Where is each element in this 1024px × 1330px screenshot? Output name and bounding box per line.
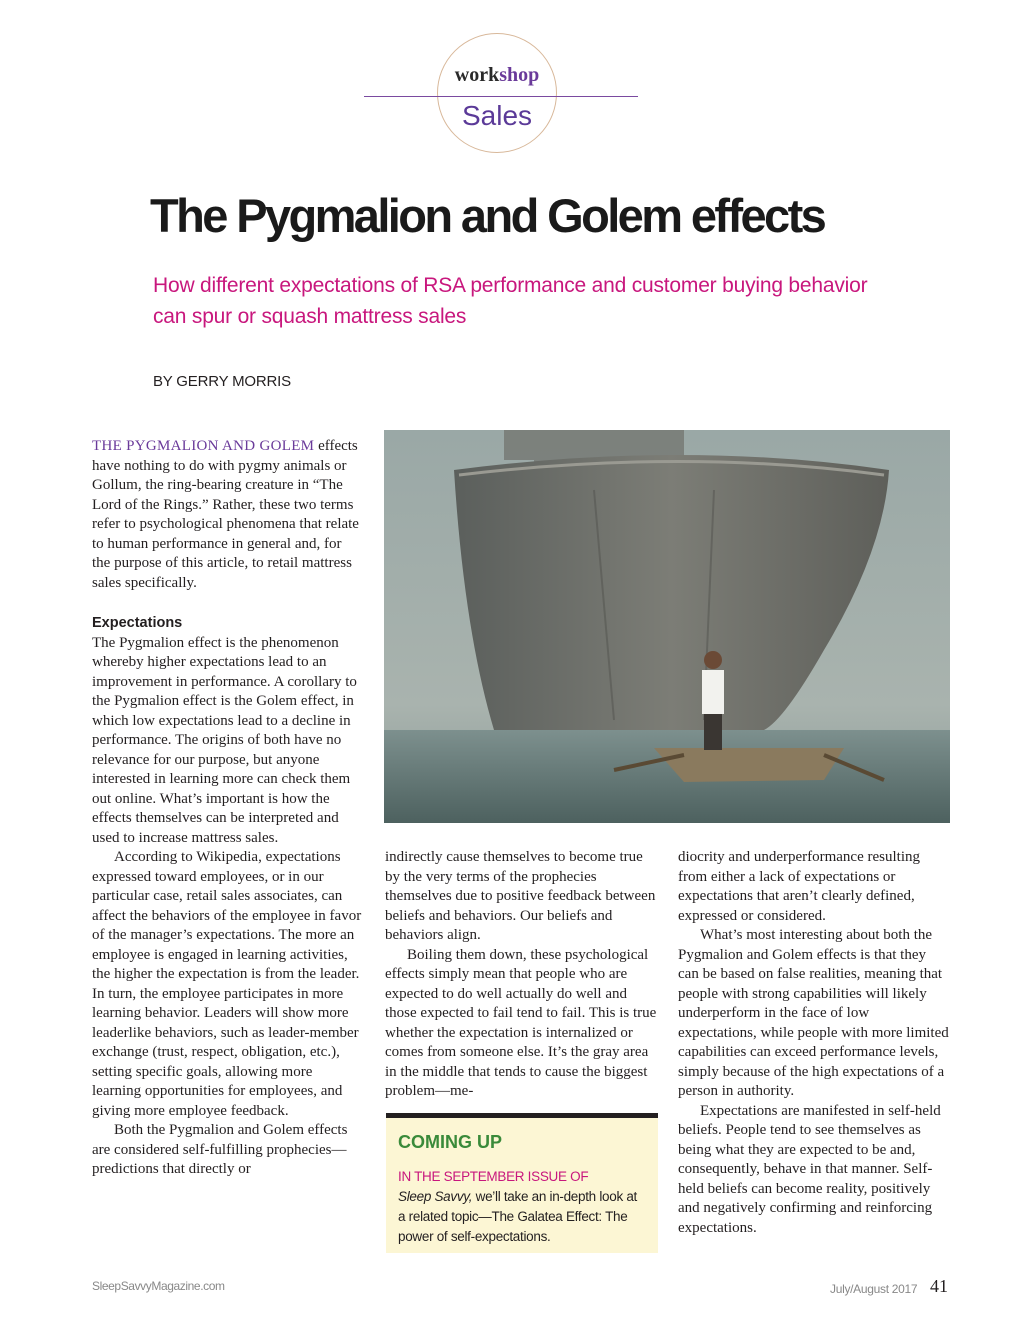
workshop-label-shop: shop: [499, 64, 540, 86]
footer-website: SleepSavvyMagazine.com: [92, 1279, 225, 1293]
intro-paragraph: [92, 437, 362, 593]
lead-in: THE PYGMALION AND GOLEM: [92, 438, 315, 454]
body-paragraph: indirectly cause themselves to become true by the very terms of the prophecies themselves due to positive feedback between beliefs and behaviors. Our beliefs and behaviors align.: [385, 849, 656, 943]
article-column-3: [678, 848, 950, 1238]
sidebar-text: we’ll take an in-depth look at a related topic—The Galatea Effect: The power of self-expectations.: [398, 1189, 638, 1244]
article-column-2: [385, 848, 657, 1102]
body-paragraph: diocrity and underperformance resulting from either a lack of expectations or expectations that aren’t clearly defined, expressed or considered.: [678, 849, 920, 924]
body-paragraph: Expectations are manifested in self-held beliefs. People tend to see themselves as being what they are expected to be and, consequently, behave in that manner. Self-held beliefs can become reality, positively and negatively confirming and reinforcing expectations.: [678, 1102, 941, 1236]
workshop-label-work: work: [454, 64, 500, 86]
sidebar-kicker: IN THE SEPTEMBER ISSUE OF: [398, 1169, 589, 1184]
body-paragraph: Boiling them down, these psychological effects simply mean that people who are expected to do well actually do well and those expected to fail tend to fail. This is true whether the expectation is internalized or comes from someone else. It’s the gray area in the middle that tends to cause the biggest problem—me-: [385, 946, 657, 1099]
sidebar-body: [398, 1167, 644, 1247]
article-photo: [384, 430, 950, 823]
section-badge-rule: [364, 96, 638, 97]
sidebar-heading: COMING UP: [398, 1132, 503, 1152]
footer-issue-date: July/August 2017: [830, 1282, 918, 1296]
coming-up-sidebar: [386, 1113, 658, 1253]
body-paragraph: The Pygmalion effect is the phenomenon whereby higher expectations lead to an improvement in performance. A corollary to the Pygmalion effect is the Golem effect, in which low expectations lead to a decline in performance. The origins of both have no relevance for our purpose, but anyone interested in learning more can check them out online. What’s important is how the effects themselves can be interpreted and used to increase mattress sales.: [92, 634, 357, 846]
intro-text: effects have nothing to do with pygmy animals or Gollum, the ring-bearing creature in “The Lord of the Rings.” Rather, these two terms refer to psychological phenomena that relate to human performance in general and, for the purpose of this article, to retail mattress sales specifically.: [92, 438, 359, 591]
body-paragraph: According to Wikipedia, expectations expressed toward employees, or in our particular case, retail sales associates, can affect the behaviors of the employee in favor of the manager’s expectations. The more an employee is engaged in learning activities, the higher the expectation is from the leader. In turn, the employee participates in more learning behavior. Leaders will show more leaderlike behaviors, such as leader-member exchange (trust, respect, obligation, etc.), setting specific goals, allowing more learning opportunities for employees, and giving more employee feedback.: [92, 849, 362, 1119]
body-paragraph: What’s most interesting about both the Pygmalion and Golem effects is that they can be based on false realities, meaning that people with strong capabilities will likely underperform in the face of low expectations, while people with more limited capabilities can exceed performance levels, simply because of the high expectations of a person in authority.: [678, 927, 949, 1099]
article-title: The Pygmalion and Golem effects: [150, 189, 825, 242]
page-number: 41: [930, 1276, 948, 1296]
body-paragraph: Both the Pygmalion and Golem effects are considered self-fulfilling prophecies—predictions that directly or: [92, 1122, 348, 1177]
magazine-name: Sleep Savvy,: [398, 1189, 473, 1204]
subhead-expectations: Expectations: [92, 615, 183, 631]
article-subtitle: How different expectations of RSA performance and customer buying behavior can spur or squash mattress sales: [153, 274, 868, 328]
article-byline: BY GERRY MORRIS: [153, 373, 291, 390]
article-column-1: [92, 437, 362, 1180]
workshop-label: [437, 64, 557, 87]
ship-and-rowboat-illustration: [384, 430, 950, 823]
section-badge-ring: [437, 33, 557, 153]
section-name: Sales: [461, 100, 533, 131]
